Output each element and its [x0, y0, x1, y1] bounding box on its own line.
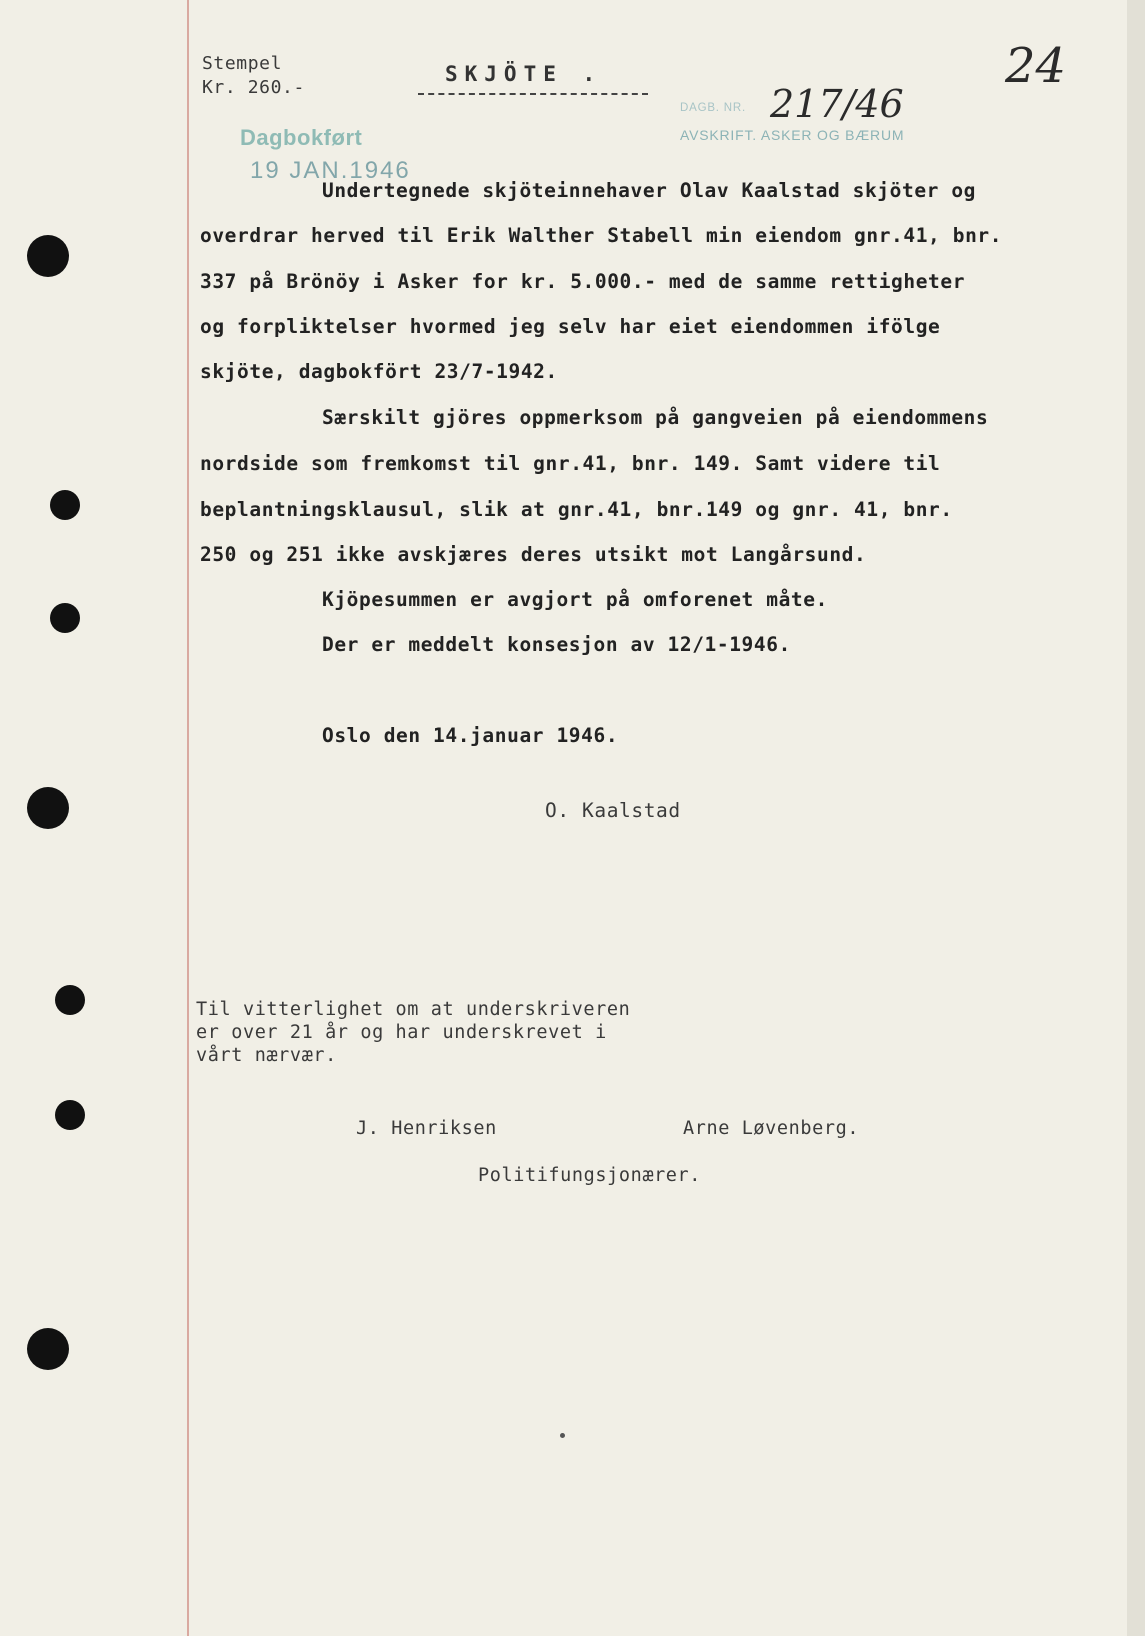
witness-role: Politifungsjonærer. [478, 1165, 702, 1186]
registry-stamp: AVSKRIFT. ASKER OG BÆRUM [680, 127, 905, 143]
title-underline [418, 93, 648, 95]
journal-number-label: DAGB. NR. [680, 102, 746, 114]
binder-hole [27, 235, 69, 277]
body-line: og forpliktelser hvormed jeg selv har eiet eiendommen ifölge [200, 315, 941, 338]
binder-hole [55, 1100, 85, 1130]
binder-hole [50, 603, 80, 633]
witness-signature-2: Arne Løvenberg. [683, 1118, 860, 1139]
margin-rule [187, 0, 189, 1636]
binder-hole [27, 1328, 69, 1370]
body-line: 250 og 251 ikke avskjæres deres utsikt mot Langårsund. [200, 543, 867, 566]
page-edge [1127, 0, 1145, 1636]
seller-signature: O. Kaalstad [545, 799, 681, 822]
stamp-duty-amount: Kr. 260.- [202, 77, 305, 98]
paper-speck [560, 1433, 565, 1438]
body-line: skjöte, dagbokfört 23/7-1942. [200, 360, 558, 383]
binder-hole [27, 787, 69, 829]
witness-signature-1: J. Henriksen [356, 1118, 497, 1139]
journal-number-handwritten: 217/46 [770, 82, 904, 126]
body-line: overdrar herved til Erik Walther Stabell min eiendom gnr.41, bnr. [200, 224, 1003, 247]
witness-text-line: er over 21 år og har underskrevet i [196, 1022, 607, 1043]
place-and-date: Oslo den 14.januar 1946. [322, 724, 619, 747]
purchase-price-line: Kjöpesummen er avgjort på omforenet måte. [322, 588, 828, 611]
stamp-duty-label: Stempel [202, 53, 283, 74]
body-line: nordside som fremkomst til gnr.41, bnr. 149. Samt videre til [200, 452, 941, 475]
body-line: Særskilt gjöres oppmerksom på gangveien på eiendommens [322, 406, 989, 429]
body-line: 337 på Brönöy i Asker for kr. 5.000.- med de samme rettigheter [200, 270, 966, 293]
binder-hole [50, 490, 80, 520]
dagbokfort-stamp: Dagbokført [240, 125, 363, 150]
witness-text-line: vårt nærvær. [196, 1045, 337, 1066]
body-line: Undertegnede skjöteinnehaver Olav Kaalstad skjöter og [322, 179, 977, 202]
binder-hole [55, 985, 85, 1015]
dagbokfort-date-stamp: 19 JAN.1946 [250, 157, 411, 184]
document-title: SKJÖTE . [445, 62, 603, 86]
witness-text-line: Til vitterlighet om at underskriveren [196, 999, 631, 1020]
concession-line: Der er meddelt konsesjon av 12/1-1946. [322, 633, 791, 656]
page-number: 24 [1005, 38, 1067, 94]
body-line: beplantningsklausul, slik at gnr.41, bnr.149 og gnr. 41, bnr. [200, 498, 953, 521]
